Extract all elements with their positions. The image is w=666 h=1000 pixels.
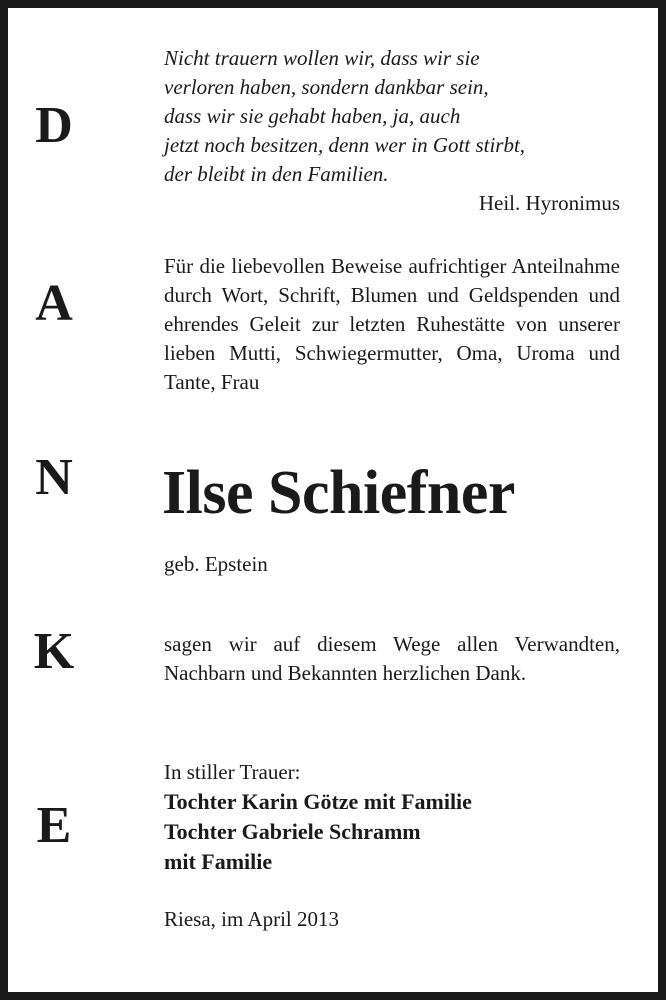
mourner-line: mit Familie <box>164 849 273 874</box>
quote-line: dass wir sie gehabt haben, ja, auch <box>164 104 461 128</box>
danke-letter-e: E <box>36 797 72 854</box>
danke-letter-d: D <box>35 97 73 154</box>
intro-text: Für die liebevollen Beweise aufrichtiger Anteilnahme durch Wort, Schrift, Blumen und Geldspenden und ehrendes Geleit zur letzten Ruhestätte von unserer lieben Mutti, Schwiegermutter, Oma, Uroma und Tante, Frau <box>164 254 620 394</box>
mourner-line: Tochter Karin Götze mit Familie <box>164 789 472 814</box>
quote-block <box>164 44 620 218</box>
danke-letter-a: A <box>35 275 73 332</box>
mourning-heading: In stiller Trauer: <box>164 760 301 784</box>
mourning-block <box>164 758 620 877</box>
mourner-line: Tochter Gabriele Schramm <box>164 819 421 844</box>
quote-line: jetzt noch besitzen, denn wer in Gott stirbt, <box>164 133 526 157</box>
deceased-name: Ilse Schiefner <box>162 459 515 527</box>
quote-line: verloren haben, sondern dankbar sein, <box>164 75 489 99</box>
quote-line: Nicht trauern wollen wir, dass wir sie <box>164 46 480 70</box>
place-date: Riesa, im April 2013 <box>164 907 339 931</box>
quote-author: Heil. Hyronimus <box>478 191 620 215</box>
quote-line: der bleibt in den Familien. <box>164 162 389 186</box>
thanks-text: sagen wir auf diesem Wege allen Verwandten, Nachbarn und Bekannten herzlichen Dank. <box>164 632 620 685</box>
danke-letter-n: N <box>35 449 73 506</box>
maiden-name: geb. Epstein <box>164 552 268 576</box>
danke-letter-k: K <box>33 623 75 680</box>
